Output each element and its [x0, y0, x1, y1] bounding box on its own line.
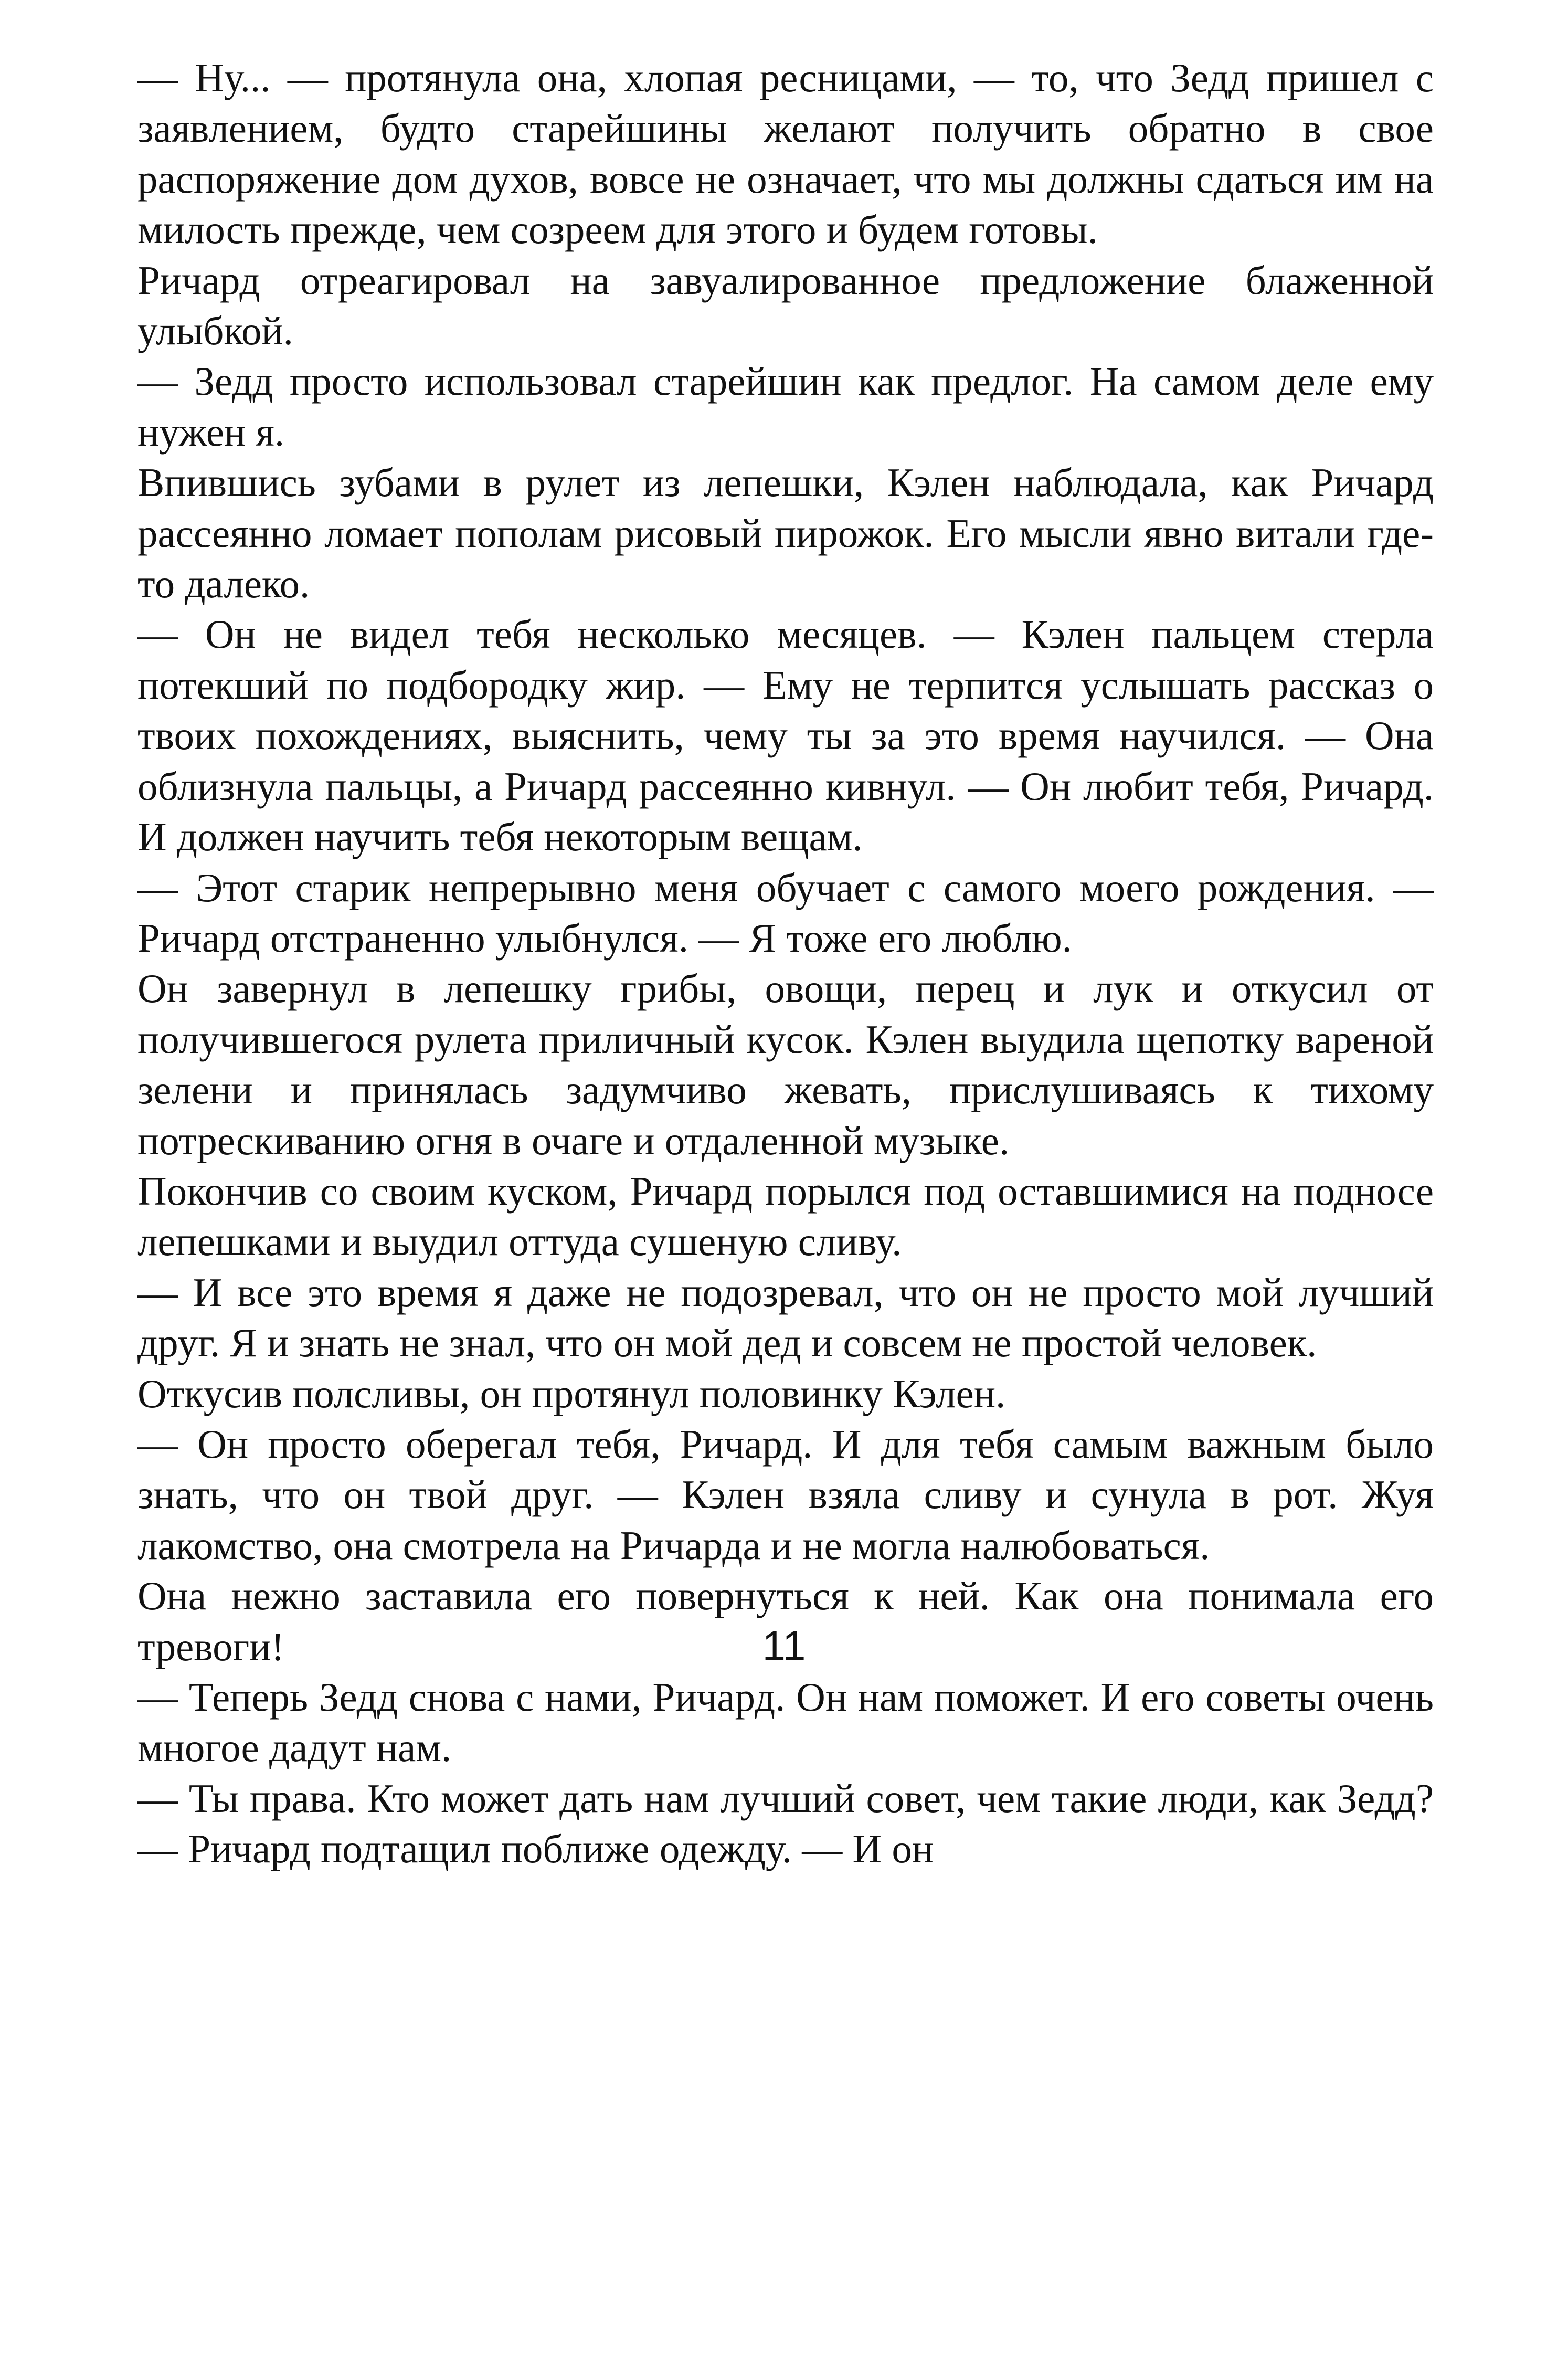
paragraph-3: — Зедд просто использовал старейшин как предлог. На самом деле ему нужен я. [137, 359, 1434, 455]
page-number: 11 [762, 1622, 806, 1669]
body-text [137, 52, 1434, 1874]
paragraph-2: Ричард отреагировал на завуалированное предложение блаженной улыбкой. [137, 257, 1434, 354]
paragraph-10: Откусив полсливы, он протянул половинку Кэлен. [137, 1371, 1006, 1416]
paragraph-6: — Этот старик непрерывно меня обучает с самого моего рождения. — Ричард отстраненно улыбнулся. — Я тоже его люблю. [137, 865, 1434, 961]
paragraph-7: Он завернул в лепешку грибы, овощи, перец и лук и откусил от получившегося рулета приличный кусок. Кэлен выудила щепотку вареной зелени и принялась задумчиво жевать, прислушиваясь к тихому потрескиванию огня в очаге и отдаленной музыке. [137, 966, 1434, 1163]
paragraph-9: — И все это время я даже не подозревал, что он не просто мой лучший друг. Я и знать не знал, что он мой дед и совсем не простой человек. [137, 1269, 1434, 1366]
paragraph-8: Покончив со своим куском, Ричард порылся под оставшимися на подносе лепешками и выудил оттуда сушеную сливу. [137, 1168, 1434, 1265]
paragraph-5: — Он не видел тебя несколько месяцев. — Кэлен пальцем стерла потекший по подбородку жир. — Ему не терпится услышать рассказ о твоих похождениях, выяснить, чему ты за это время научился. — Она облизнула пальцы, а Ричард рассеянно кивнул. — Он любит тебя, Ричард. И должен научить тебя некоторым вещам. [137, 612, 1434, 860]
paragraph-1: — Ну... — протянула она, хлопая ресницами, — то, что Зедд пришел с заявлением, будто старейшины желают получить обратно в свое распоряжение дом духов, вовсе не означает, что мы должны сдаться им на милость прежде, чем созреем для этого и будем готовы. [137, 55, 1434, 252]
paragraph-11: — Он просто оберегал тебя, Ричард. И для тебя самым важным было знать, что он твой друг. — Кэлен взяла сливу и сунула в рот. Жуя лакомство, она смотрела на Ричарда и не могла налюбоваться. [137, 1421, 1434, 1568]
paragraph-12: Она нежно заставила его повернуться к ней. Как она понимала его тревоги! [137, 1573, 1434, 1669]
paragraph-14: — Ты права. Кто может дать нам лучший совет, чем такие люди, как Зедд? — Ричард подтащил поближе одежду. — И он [137, 1775, 1434, 1872]
paragraph-13: — Теперь Зедд снова с нами, Ричард. Он нам поможет. И его советы очень многое дадут нам. [137, 1674, 1434, 1771]
paragraph-4: Впившись зубами в рулет из лепешки, Кэлен наблюдала, как Ричард рассеянно ломает пополам рисовый пирожок. Его мысли явно витали где-то далеко. [137, 460, 1434, 607]
